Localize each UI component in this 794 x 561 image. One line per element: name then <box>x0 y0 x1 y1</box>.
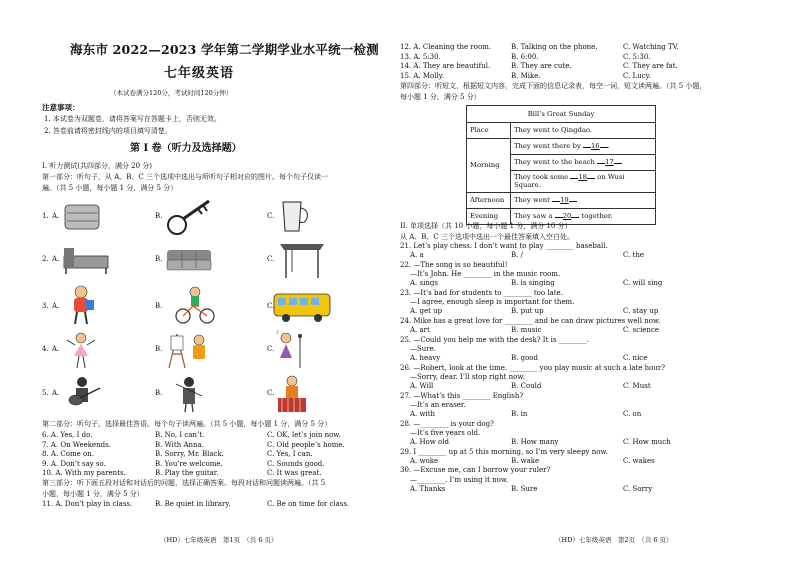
row-text: They went there by 16 . <box>511 139 656 155</box>
answer-option[interactable]: 6. A. Yes, I do. <box>42 431 93 439</box>
answer-option[interactable]: C. They are fat. <box>623 62 678 71</box>
blank-19[interactable]: 19 <box>560 196 569 205</box>
question-stem-cont: —________. I’m using it now. <box>410 475 509 484</box>
option-c-label[interactable]: C. <box>267 255 275 263</box>
option-b[interactable]: B. Sure <box>511 485 538 494</box>
svg-text:♪: ♪ <box>276 330 280 336</box>
option-a[interactable]: A. with <box>410 410 436 419</box>
answer-option[interactable]: 8. A. Come on. <box>42 450 94 459</box>
row-label: Morning <box>467 139 511 193</box>
question-stem: 23. —It’s bad for students to ________ too late. <box>400 288 563 297</box>
question-stem-cont: —Sure. <box>410 344 437 353</box>
part4-text: 第四部分：听短文，根据短文内容，完成下面的信息记录表，每空一词，短文读两遍。（共 5 小题， <box>400 82 707 90</box>
painting-girl-picture <box>165 330 213 370</box>
option-b-label[interactable]: B. <box>155 255 163 263</box>
part4-text-cont: 每小题 1 分，满分 5 分） <box>400 93 481 101</box>
option-c[interactable]: C. How much <box>623 438 671 447</box>
dancing-girl-picture <box>64 330 98 370</box>
option-c-label[interactable]: C. <box>267 389 275 397</box>
table-picture <box>278 238 326 280</box>
question-stem-cont: —I agree, enough sleep is important for them. <box>410 298 575 307</box>
answer-option[interactable]: C. Sounds good. <box>267 459 325 468</box>
option-c-label[interactable]: C. <box>267 212 275 220</box>
answer-option[interactable]: 13. A. 5:30. <box>400 52 441 61</box>
answer-option[interactable]: 10. A. With my parents. <box>42 469 126 478</box>
listening-heading: I. 听力测试(共四部分，满分 20 分) <box>42 162 153 170</box>
question-stem-cont: —It’s John. He ________ in the music room. <box>410 270 561 279</box>
option-a[interactable]: A. a <box>410 251 424 260</box>
answer-option[interactable]: 12. A. Cleaning the room. <box>400 43 492 51</box>
singing-girl-picture <box>274 328 310 370</box>
answer-option[interactable]: B. Mike. <box>511 71 541 80</box>
option-b[interactable]: B. put up <box>511 307 544 316</box>
blank-16[interactable]: 16 <box>590 142 600 151</box>
q11-option-c: C. Be on time for class. <box>267 500 350 508</box>
answer-option[interactable]: 15. A. Molly. <box>400 71 444 80</box>
answer-option[interactable]: C. 5:30. <box>623 52 651 61</box>
option-b[interactable]: B. music <box>511 326 542 335</box>
row-text: They went 19 <box>511 192 656 208</box>
table-row <box>467 192 656 208</box>
part3-text-cont: 小题，每小题 1 分，满分 5 分） <box>42 490 144 498</box>
option-c[interactable]: C. Sorry <box>623 485 653 494</box>
option-b[interactable]: B. good <box>511 354 538 363</box>
row-label: Place <box>467 123 511 139</box>
question-stem: 28. —________ is your dog? <box>400 419 494 428</box>
answer-option[interactable]: 7. A. On Weekends. <box>42 440 111 449</box>
notes-heading: 注意事项： <box>42 103 80 112</box>
part2-text: 第二部分：听句子，选择最佳答语。每个句子读两遍。（共 5 小题，每小题 1 分，满分 5 分） <box>42 420 332 428</box>
row-text: They went to Qingdao. <box>511 123 656 139</box>
blank-18[interactable]: 18 <box>578 173 588 181</box>
option-a-label[interactable]: A. <box>52 302 60 310</box>
info-table <box>466 105 656 225</box>
cup-picture <box>280 198 310 234</box>
answer-option[interactable]: C. Watching TV. <box>623 43 679 51</box>
kid-with-bag-picture <box>64 284 98 326</box>
violin-girl-picture <box>172 374 206 414</box>
option-a-label[interactable]: A. <box>52 389 60 397</box>
option-c[interactable]: C. science <box>623 326 660 335</box>
option-c[interactable]: C. Must <box>623 382 651 391</box>
option-b[interactable]: B. / <box>511 251 523 260</box>
option-c[interactable]: C. the <box>623 251 645 260</box>
answer-option[interactable]: B. You’re welcome. <box>155 459 223 468</box>
key-picture <box>165 197 215 237</box>
option-b[interactable]: B. is singing <box>511 279 555 288</box>
towel-picture <box>62 199 102 233</box>
option-a[interactable]: A. Thanks <box>410 485 446 494</box>
kid-riding-bike-picture <box>175 284 215 326</box>
option-c-label[interactable]: C. <box>267 345 275 353</box>
question-number: 4. <box>42 345 49 353</box>
answer-option[interactable]: C. It was great. <box>267 469 322 478</box>
option-a-label[interactable]: A. <box>52 255 60 263</box>
answer-option[interactable]: B. Sorry, Mr. Black. <box>155 450 224 459</box>
answer-option[interactable]: B. 6:00. <box>511 52 539 61</box>
answer-option[interactable]: B. Talking on the phone. <box>511 43 598 51</box>
option-b[interactable]: B. Could <box>511 382 542 391</box>
volume-title: 第 I 卷（听力及选择题） <box>130 143 242 154</box>
exam-title: 海东市 2022—2023 学年第二学期学业水平统一检测 <box>70 42 379 57</box>
option-b-label[interactable]: B. <box>155 212 163 220</box>
row-text: They saw a 20 together. <box>511 208 656 224</box>
option-b[interactable]: B. How many <box>511 438 559 447</box>
part1-text: 第一部分：听句子，从 A、B、C 三个选项中选出与所听句子相对应的图片。每个句子仅读一 <box>42 173 329 181</box>
score-note: （本试卷满分120分，考试时间120分钟） <box>110 89 233 97</box>
answer-option[interactable]: 9. A. Don’t say so. <box>42 459 106 468</box>
exam-subtitle: 七年级英语 <box>164 66 235 81</box>
option-a[interactable]: A. art <box>410 326 430 335</box>
option-b-label[interactable]: B. <box>155 389 163 397</box>
option-b[interactable]: B. wake <box>511 457 540 466</box>
option-a[interactable]: A. sings <box>410 279 438 288</box>
question-stem-cont: —It’s five years old. <box>410 429 481 437</box>
question-stem: 25. —Could you help me with the desk? It is ________. <box>400 335 589 344</box>
q11-option-b: B. Be quiet in library. <box>155 500 231 508</box>
section2-heading: II. 单项选择（共 10 小题，每小题 1 分，满分 10 分） <box>400 222 572 230</box>
table-heading: Bill’s Great Sunday <box>467 106 656 123</box>
answer-option[interactable]: B. They are cute. <box>511 62 572 71</box>
answer-option[interactable]: C. Yes, I can. <box>267 450 313 459</box>
question-stem: 27. —What’s this ________ English? <box>400 391 524 400</box>
option-b[interactable]: B. in <box>511 410 528 419</box>
option-c[interactable]: C. will sing <box>623 279 663 288</box>
question-number: 3. <box>42 302 49 310</box>
row-text: They took some 18 on Wusi Square. <box>511 171 656 193</box>
part1-text-cont: 遍。（共 5 小题，每小题 1 分，满分 5 分） <box>42 184 178 192</box>
question-stem: 22. —The song is so beautiful! <box>400 260 508 269</box>
page-footer-1: （HD）七年级英语 第1页 （共 6 页） <box>160 536 278 544</box>
question-stem: 29. I ________ up at 5 this morning, so I’m very sleepy now. <box>400 447 608 456</box>
option-a[interactable]: A. get up <box>410 307 443 316</box>
question-stem: 30. —Excuse me, can I borrow your ruler? <box>400 466 551 475</box>
blank-17[interactable]: 17 <box>605 158 614 167</box>
option-a[interactable]: A. Will <box>410 382 434 391</box>
answer-option[interactable]: 14. A. They are beautiful. <box>400 62 491 71</box>
option-c[interactable]: C. nice <box>623 354 648 363</box>
answer-option[interactable]: B. Play the guitar. <box>155 469 219 478</box>
school-bus-picture <box>272 290 332 324</box>
bed-picture <box>62 242 110 276</box>
guitar-girl-picture <box>64 374 104 414</box>
answer-option[interactable]: C. Old people’s home. <box>267 440 345 449</box>
option-a[interactable]: A. heavy <box>410 354 441 363</box>
option-a[interactable]: A. woke <box>410 457 439 466</box>
option-c[interactable]: C. on <box>623 410 642 419</box>
sofa-picture <box>165 246 213 274</box>
question-number: 5. <box>42 389 49 397</box>
option-a-label[interactable]: A. <box>52 212 60 220</box>
option-a-label[interactable]: A. <box>52 345 60 353</box>
option-c[interactable]: C. stay up <box>623 307 659 316</box>
q11-option-a: 11. A. Don’t play in class. <box>42 500 133 508</box>
option-a[interactable]: A. How old <box>410 438 449 447</box>
question-stem: 21. Let’s play chess. I don’t want to play ________ baseball. <box>400 242 608 250</box>
question-number: 2. <box>42 255 49 263</box>
blank-20[interactable]: 20 <box>562 212 572 221</box>
table-row <box>467 123 656 139</box>
row-text: They went to the beach 17 <box>511 155 656 171</box>
note-2: 2. 答卷前请将密封线内的项目填写清楚。 <box>44 127 172 135</box>
row-label: Evening <box>467 208 511 224</box>
answer-option[interactable]: C. OK, let’s join now. <box>267 431 341 439</box>
note-1: 1. 本试卷为双题卷，请将答案写在答题卡上，否则无效。 <box>44 115 221 123</box>
answer-option[interactable]: B. With Anna. <box>155 440 204 449</box>
question-stem: 26. —Robert, look at the time. ________ you play music at such a late hour? <box>400 363 666 372</box>
row-label: Afternoon <box>467 192 511 208</box>
table-row <box>467 139 656 155</box>
option-c-label[interactable]: C. <box>267 302 275 310</box>
question-stem-cont: —It’s an eraser. <box>410 400 466 409</box>
page-footer-2: （HD）七年级英语 第2页 （共 6 页） <box>555 536 673 544</box>
answer-option[interactable]: B. No, I can’t. <box>155 431 205 439</box>
question-stem-cont: —Sorry, dear. I’ll stop right now. <box>410 372 525 381</box>
answer-option[interactable]: C. Lucy. <box>623 71 651 80</box>
part3-text: 第三部分：听下面五段对话和对话后的问题，选择正确答案。每段对话和问题读两遍。（共 5 <box>42 479 326 487</box>
question-number: 1. <box>42 212 49 220</box>
piano-girl-picture <box>274 374 308 416</box>
option-c[interactable]: C. wakes <box>623 457 655 466</box>
option-b-label[interactable]: B. <box>155 302 163 310</box>
option-b-label[interactable]: B. <box>155 345 163 353</box>
section2-instructions: 从 A、B、C 三个选项中选出一个最佳答案填入空白处。 <box>400 233 575 241</box>
question-stem: 24. Mike has a great love for ________ and he can draw pictures well now. <box>400 316 661 325</box>
